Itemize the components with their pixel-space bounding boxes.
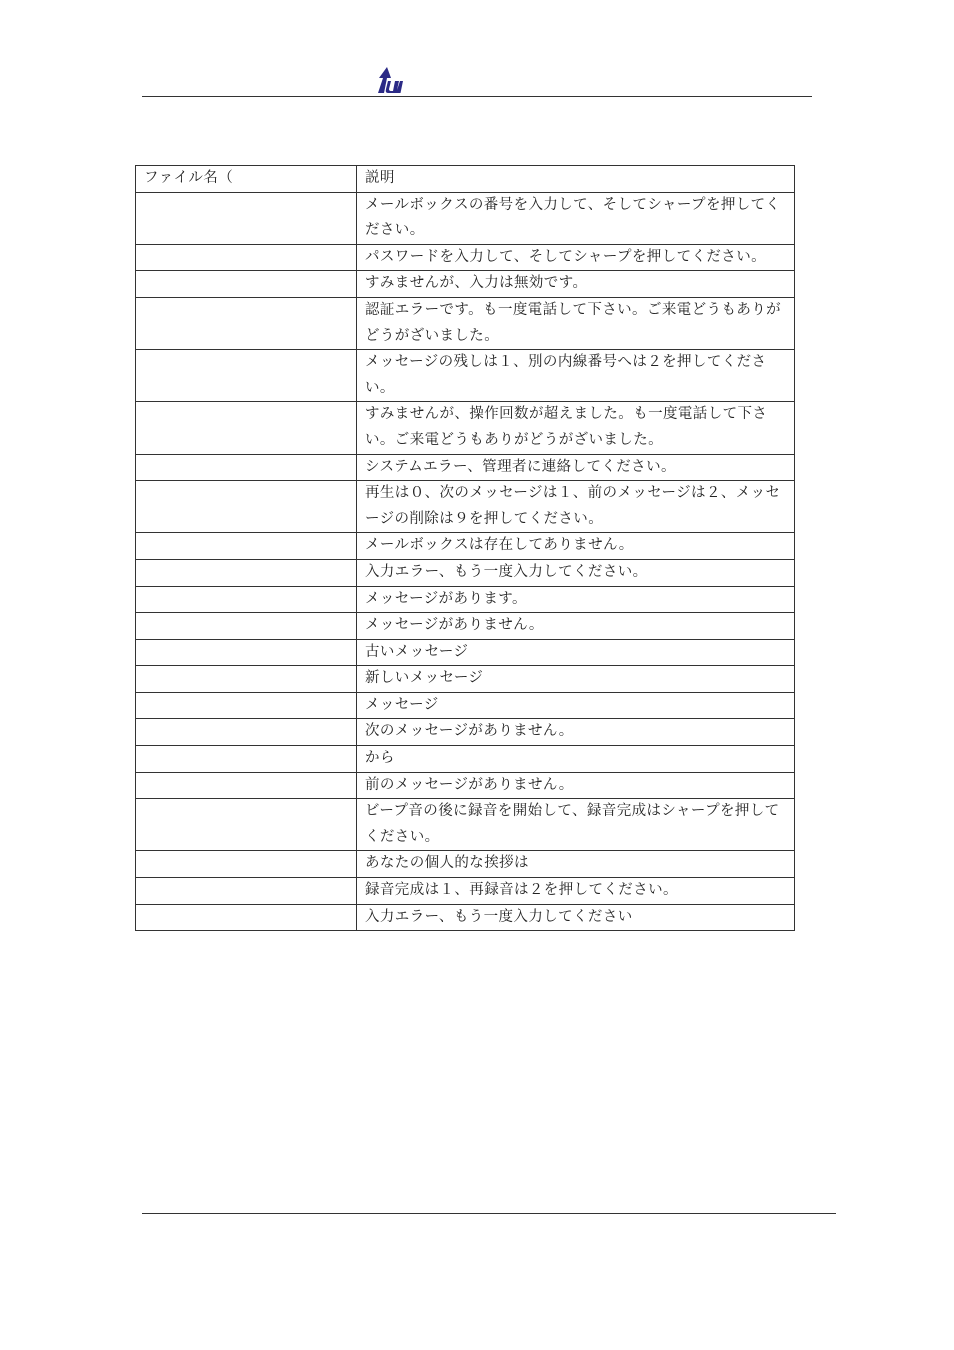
file-name-cell [136,192,357,244]
file-name-cell [136,799,357,851]
file-name-cell [136,271,357,298]
description-cell: メッセージがあります。 [357,586,795,613]
description-cell: すみませんが、操作回数が超えました。も一度電話して下さい。ご来電どうもありがどうがざいました。 [357,402,795,454]
description-cell: メッセージの残しは１、別の内線番号へは２を押してください。 [357,350,795,402]
description-cell: 新しいメッセージ [357,666,795,693]
table-row [136,666,795,693]
table-row [136,904,795,931]
description-cell: メッセージ [357,692,795,719]
table-row [136,878,795,905]
table-row [136,244,795,271]
table-row [136,559,795,586]
footer-rule [142,1213,836,1214]
table-row [136,851,795,878]
file-name-cell [136,454,357,481]
table-row [136,772,795,799]
description-cell: 前のメッセージがありません。 [357,772,795,799]
table-row [136,271,795,298]
file-name-cell [136,586,357,613]
table-row [136,613,795,640]
file-name-cell [136,878,357,905]
table-row [136,350,795,402]
description-cell: 次のメッセージがありません。 [357,719,795,746]
description-cell: すみませんが、入力は無効です。 [357,271,795,298]
description-cell: パスワードを入力して、そしてシャープを押してください。 [357,244,795,271]
table-row [136,481,795,533]
up-arrow-logo-icon [376,66,406,94]
file-name-cell [136,746,357,773]
file-name-cell [136,559,357,586]
description-cell: 録音完成は１、再録音は２を押してください。 [357,878,795,905]
description-cell: 再生は０、次のメッセージは１、前のメッセージは２、メッセージの削除は９を押してください。 [357,481,795,533]
file-name-cell [136,350,357,402]
table-row [136,799,795,851]
description-cell: ビープ音の後に録音を開始して、録音完成はシャープを押してください。 [357,799,795,851]
description-cell: から [357,746,795,773]
description-cell: メールボックスは存在してありません。 [357,533,795,560]
file-name-cell [136,533,357,560]
table-row [136,454,795,481]
file-name-cell [136,719,357,746]
description-cell: あなたの個人的な挨拶は [357,851,795,878]
table-row [136,746,795,773]
file-name-cell [136,851,357,878]
file-name-cell [136,772,357,799]
table-row [136,586,795,613]
description-cell: システムエラー、管理者に連絡してください。 [357,454,795,481]
header-rule [142,96,812,97]
file-name-column-header: ファイル名（ [136,166,357,193]
description-cell: メッセージがありません。 [357,613,795,640]
description-cell: 認証エラーです。も一度電話して下さい。ご来電どうもありがどうがざいました。 [357,297,795,349]
table-row [136,297,795,349]
file-name-cell [136,692,357,719]
file-name-cell [136,402,357,454]
file-name-cell [136,666,357,693]
file-name-cell [136,297,357,349]
file-name-cell [136,481,357,533]
table-row [136,192,795,244]
description-cell: 入力エラー、もう一度入力してください [357,904,795,931]
table-header-row [136,166,795,193]
table-row [136,719,795,746]
file-name-cell [136,904,357,931]
table-row [136,402,795,454]
table-row [136,692,795,719]
description-cell: メールボックスの番号を入力して、そしてシャープを押してください。 [357,192,795,244]
file-name-cell [136,613,357,640]
file-name-cell [136,244,357,271]
table-row [136,533,795,560]
file-name-cell [136,639,357,666]
description-cell: 入力エラー、もう一度入力してください。 [357,559,795,586]
description-cell: 古いメッセージ [357,639,795,666]
table-row [136,639,795,666]
file-description-table [135,165,795,931]
description-column-header: 説明 [357,166,795,193]
